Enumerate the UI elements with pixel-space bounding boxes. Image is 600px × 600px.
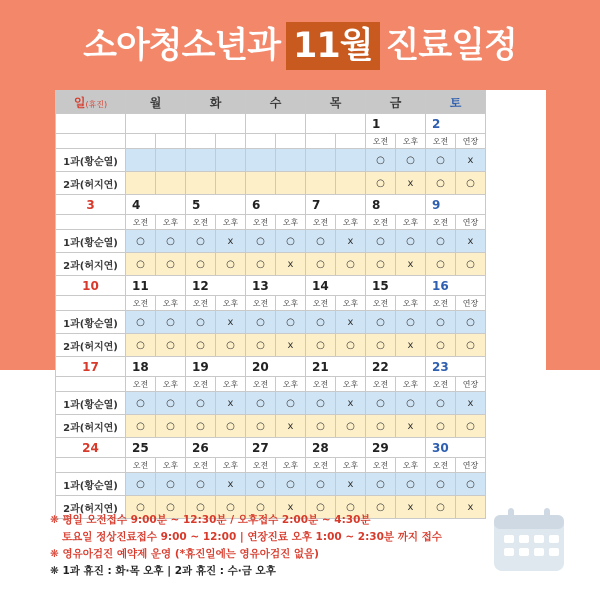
- schedule-cell: x: [396, 334, 426, 357]
- schedule-cell: ○: [426, 253, 456, 276]
- schedule-cell: ○: [246, 415, 276, 438]
- date-row: [56, 114, 546, 134]
- date-cell: 18: [126, 357, 186, 377]
- schedule-cell: ○: [426, 415, 456, 438]
- slot-label-row: [56, 458, 546, 473]
- schedule-cell: ○: [366, 230, 396, 253]
- date-cell: 27: [246, 438, 306, 458]
- department-label: 1과(황순열): [56, 230, 126, 253]
- dept-row-1: [56, 149, 546, 172]
- schedule-cell: ○: [156, 334, 186, 357]
- slot-label-spacer: [56, 134, 126, 149]
- dept-row-1: [56, 473, 546, 496]
- schedule-cell: ○: [336, 334, 366, 357]
- title-month-badge: 11월: [286, 22, 380, 70]
- weekday-header-row: [56, 91, 546, 114]
- schedule-cell: ○: [126, 311, 156, 334]
- date-row: [56, 195, 546, 215]
- schedule-cell: ○: [126, 334, 156, 357]
- schedule-cell: ○: [396, 311, 426, 334]
- schedule-cell: [276, 149, 306, 172]
- date-cell: 14: [306, 276, 366, 296]
- schedule-cell: ○: [156, 392, 186, 415]
- schedule-cell: ○: [306, 392, 336, 415]
- schedule-cell: ○: [366, 392, 396, 415]
- slot-label-spacer: [56, 296, 126, 311]
- slot-label: [186, 134, 216, 149]
- schedule-calendar: [55, 90, 546, 519]
- dept-row-2: [56, 334, 546, 357]
- date-cell: 19: [186, 357, 246, 377]
- department-label: 2과(허지연): [56, 334, 126, 357]
- header-friday: 금: [366, 91, 426, 114]
- date-row: [56, 438, 546, 458]
- schedule-cell: ○: [456, 311, 486, 334]
- schedule-cell: x: [396, 496, 426, 519]
- department-label: 1과(황순열): [56, 473, 126, 496]
- schedule-cell: ○: [246, 392, 276, 415]
- slot-label: 오후: [276, 458, 306, 473]
- date-cell: 11: [126, 276, 186, 296]
- slot-label: 오전: [426, 134, 456, 149]
- date-cell: 23: [426, 357, 486, 377]
- slot-label: [306, 134, 336, 149]
- schedule-cell: ○: [276, 230, 306, 253]
- schedule-cell: ○: [216, 496, 246, 519]
- schedule-cell: ○: [456, 415, 486, 438]
- schedule-cell: ○: [366, 311, 396, 334]
- schedule-cell: [246, 149, 276, 172]
- slot-label: 오전: [306, 458, 336, 473]
- date-cell: 9: [426, 195, 486, 215]
- note-hours: ❋ 평일 오전접수 9:00분 ~ 12:30분 / 오후접수 2:00분 ~ 4:30분: [50, 514, 371, 526]
- date-cell: 22: [366, 357, 426, 377]
- header-wednesday: 수: [246, 91, 306, 114]
- date-cell: 24: [56, 438, 126, 458]
- schedule-cell: x: [276, 415, 306, 438]
- department-label: 2과(허지연): [56, 496, 126, 519]
- slot-label: 연장: [456, 377, 486, 392]
- department-label: 2과(허지연): [56, 253, 126, 276]
- schedule-cell: ○: [186, 230, 216, 253]
- schedule-cell: ○: [126, 253, 156, 276]
- department-label: 1과(황순열): [56, 149, 126, 172]
- slot-label: 오후: [336, 377, 366, 392]
- schedule-cell: ○: [426, 311, 456, 334]
- schedule-cell: x: [216, 311, 246, 334]
- slot-label: 오전: [426, 215, 456, 230]
- schedule-cell: x: [396, 253, 426, 276]
- schedule-cell: ○: [216, 253, 246, 276]
- slot-label: 오전: [366, 377, 396, 392]
- header-sunday: 일(휴진): [56, 91, 126, 114]
- schedule-cell: ○: [246, 334, 276, 357]
- schedule-cell: x: [276, 496, 306, 519]
- schedule-cell: [306, 172, 336, 195]
- schedule-cell: [186, 172, 216, 195]
- schedule-cell: x: [456, 496, 486, 519]
- schedule-cell: [306, 149, 336, 172]
- schedule-cell: x: [456, 230, 486, 253]
- date-cell: 7: [306, 195, 366, 215]
- slot-label-row: [56, 377, 546, 392]
- slot-label: 오전: [426, 296, 456, 311]
- schedule-cell: [246, 172, 276, 195]
- date-cell: 29: [366, 438, 426, 458]
- schedule-cell: ○: [456, 253, 486, 276]
- slot-label: 오전: [246, 377, 276, 392]
- slot-label: 오후: [396, 296, 426, 311]
- schedule-cell: ○: [246, 253, 276, 276]
- date-cell: 2: [426, 114, 486, 134]
- schedule-cell: ○: [366, 496, 396, 519]
- schedule-cell: ○: [306, 496, 336, 519]
- schedule-cell: x: [396, 172, 426, 195]
- schedule-cell: [276, 172, 306, 195]
- schedule-cell: ○: [456, 172, 486, 195]
- slot-label: [246, 134, 276, 149]
- slot-label: 오후: [216, 296, 246, 311]
- slot-label: 오후: [276, 296, 306, 311]
- slot-label-row: [56, 296, 546, 311]
- schedule-cell: ○: [366, 149, 396, 172]
- schedule-cell: ○: [426, 392, 456, 415]
- department-label: 1과(황순열): [56, 392, 126, 415]
- slot-label: 오후: [336, 296, 366, 311]
- schedule-cell: x: [456, 392, 486, 415]
- schedule-cell: ○: [336, 496, 366, 519]
- schedule-cell: ○: [276, 311, 306, 334]
- date-cell: 10: [56, 276, 126, 296]
- note-closures: ❋ 1과 휴진 : 화·목 오후 | 2과 휴진 : 수·금 오후: [50, 565, 276, 577]
- schedule-cell: ○: [126, 415, 156, 438]
- date-cell: 15: [366, 276, 426, 296]
- schedule-cell: ○: [126, 473, 156, 496]
- calendar-icon: [490, 505, 570, 575]
- slot-label: 오후: [276, 377, 306, 392]
- slot-label: 연장: [456, 296, 486, 311]
- department-label: 2과(허지연): [56, 172, 126, 195]
- schedule-cell: ○: [426, 334, 456, 357]
- schedule-cell: ○: [456, 334, 486, 357]
- schedule-cell: ○: [186, 496, 216, 519]
- slot-label: 오후: [396, 377, 426, 392]
- slot-label: 오후: [336, 215, 366, 230]
- slot-label-row: [56, 215, 546, 230]
- department-label: 1과(황순열): [56, 311, 126, 334]
- slot-label: [156, 134, 186, 149]
- slot-label: 연장: [456, 458, 486, 473]
- title-dept: 소아청소년과: [83, 26, 281, 66]
- schedule-cell: ○: [156, 496, 186, 519]
- schedule-cell: ○: [426, 149, 456, 172]
- dept-row-1: [56, 230, 546, 253]
- schedule-cell: ○: [306, 473, 336, 496]
- dept-row-2: [56, 415, 546, 438]
- slot-label: 오전: [186, 458, 216, 473]
- schedule-cell: ○: [156, 230, 186, 253]
- title-schedule: 진료일정: [385, 26, 517, 66]
- slot-label-spacer: [56, 377, 126, 392]
- schedule-cell: ○: [246, 230, 276, 253]
- date-cell: 26: [186, 438, 246, 458]
- schedule-cell: ○: [366, 473, 396, 496]
- slot-label: 오후: [216, 377, 246, 392]
- date-cell: 12: [186, 276, 246, 296]
- dept-row-1: [56, 392, 546, 415]
- slot-label: 오전: [186, 215, 216, 230]
- slot-label: 오후: [156, 458, 186, 473]
- slot-label: [336, 134, 366, 149]
- slot-label: 오후: [396, 215, 426, 230]
- schedule-cell: x: [276, 334, 306, 357]
- slot-label: 오후: [156, 296, 186, 311]
- slot-label: 오후: [156, 377, 186, 392]
- date-cell: 5: [186, 195, 246, 215]
- schedule-cell: [156, 149, 186, 172]
- schedule-cell: ○: [336, 253, 366, 276]
- date-cell: [186, 114, 246, 134]
- note-saturday-hours: 토요일 정상진료접수 9:00 ~ 12:00 | 연장진료 오후 1:00 ~ 2:30분 까지 접수: [62, 531, 442, 543]
- date-cell: [126, 114, 186, 134]
- schedule-cell: ○: [156, 253, 186, 276]
- slot-label: 오전: [126, 377, 156, 392]
- schedule-cell: ○: [336, 415, 366, 438]
- schedule-cell: ○: [366, 172, 396, 195]
- slot-label: 오전: [366, 458, 396, 473]
- schedule-cell: [186, 149, 216, 172]
- dept-row-2: [56, 172, 546, 195]
- schedule-cell: ○: [126, 230, 156, 253]
- schedule-cell: ○: [426, 172, 456, 195]
- schedule-cell: ○: [186, 415, 216, 438]
- date-cell: 13: [246, 276, 306, 296]
- slot-label: [216, 134, 246, 149]
- schedule-cell: ○: [306, 253, 336, 276]
- slot-label: 오후: [216, 215, 246, 230]
- date-row: [56, 357, 546, 377]
- dept-row-1: [56, 311, 546, 334]
- note-infant-checkup: ❋ 영유아검진 예약제 운영 (*휴진일에는 영유아검진 없음): [50, 548, 319, 560]
- schedule-cell: x: [336, 473, 366, 496]
- slot-label: 오후: [156, 215, 186, 230]
- slot-label: 오전: [186, 296, 216, 311]
- schedule-cell: x: [216, 230, 246, 253]
- date-cell: 3: [56, 195, 126, 215]
- date-cell: 20: [246, 357, 306, 377]
- schedule-cell: [126, 172, 156, 195]
- schedule-cell: ○: [396, 473, 426, 496]
- date-cell: [56, 114, 126, 134]
- slot-label: 오전: [126, 296, 156, 311]
- slot-label: 오전: [246, 458, 276, 473]
- schedule-cell: ○: [396, 149, 426, 172]
- date-cell: 28: [306, 438, 366, 458]
- slot-label: 연장: [456, 134, 486, 149]
- schedule-cell: [156, 172, 186, 195]
- slot-label: 연장: [456, 215, 486, 230]
- schedule-cell: x: [216, 473, 246, 496]
- schedule-cell: ○: [186, 334, 216, 357]
- slot-label: [126, 134, 156, 149]
- slot-label: 오전: [186, 377, 216, 392]
- schedule-cell: ○: [396, 392, 426, 415]
- schedule-cell: ○: [186, 311, 216, 334]
- header-thursday: 목: [306, 91, 366, 114]
- schedule-cell: ○: [126, 496, 156, 519]
- slot-label: [276, 134, 306, 149]
- schedule-cell: ○: [126, 392, 156, 415]
- date-cell: 8: [366, 195, 426, 215]
- dept-row-2: [56, 253, 546, 276]
- schedule-cell: x: [396, 415, 426, 438]
- schedule-cell: ○: [276, 473, 306, 496]
- schedule-cell: ○: [156, 473, 186, 496]
- schedule-cell: [336, 149, 366, 172]
- schedule-cell: ○: [246, 473, 276, 496]
- slot-label: 오후: [216, 458, 246, 473]
- date-cell: 17: [56, 357, 126, 377]
- schedule-cell: ○: [246, 496, 276, 519]
- schedule-cell: ○: [246, 311, 276, 334]
- slot-label: 오전: [306, 377, 336, 392]
- date-cell: [246, 114, 306, 134]
- slot-label: 오전: [366, 134, 396, 149]
- schedule-cell: ○: [306, 334, 336, 357]
- schedule-cell: [216, 172, 246, 195]
- schedule-cell: ○: [396, 230, 426, 253]
- slot-label-spacer: [56, 458, 126, 473]
- date-cell: 16: [426, 276, 486, 296]
- schedule-cell: ○: [276, 392, 306, 415]
- schedule-cell: x: [336, 230, 366, 253]
- schedule-cell: ○: [426, 473, 456, 496]
- schedule-cell: ○: [366, 415, 396, 438]
- slot-label: 오전: [126, 458, 156, 473]
- department-label: 2과(허지연): [56, 415, 126, 438]
- schedule-cell: x: [276, 253, 306, 276]
- header-saturday: 토: [426, 91, 486, 114]
- schedule-cell: [126, 149, 156, 172]
- schedule-cell: [216, 149, 246, 172]
- header-tuesday: 화: [186, 91, 246, 114]
- schedule-cell: ○: [186, 473, 216, 496]
- date-cell: 1: [366, 114, 426, 134]
- slot-label: 오후: [276, 215, 306, 230]
- slot-label: 오전: [246, 215, 276, 230]
- schedule-cell: ○: [366, 253, 396, 276]
- slot-label: 오전: [366, 215, 396, 230]
- slot-label: 오전: [246, 296, 276, 311]
- date-cell: [306, 114, 366, 134]
- schedule-cell: x: [216, 392, 246, 415]
- schedule-cell: x: [456, 149, 486, 172]
- slot-label: 오전: [126, 215, 156, 230]
- slot-label: 오전: [426, 377, 456, 392]
- schedule-cell: ○: [426, 496, 456, 519]
- date-row: [56, 276, 546, 296]
- schedule-cell: ○: [156, 415, 186, 438]
- notes-section: [50, 512, 550, 580]
- schedule-cell: ○: [216, 415, 246, 438]
- date-cell: 30: [426, 438, 486, 458]
- slot-label-spacer: [56, 215, 126, 230]
- schedule-cell: [336, 172, 366, 195]
- slot-label: 오전: [366, 296, 396, 311]
- schedule-cell: ○: [456, 473, 486, 496]
- schedule-cell: ○: [366, 334, 396, 357]
- header-monday: 월: [126, 91, 186, 114]
- slot-label: 오후: [336, 458, 366, 473]
- slot-label: 오후: [396, 134, 426, 149]
- schedule-cell: ○: [186, 392, 216, 415]
- date-cell: 4: [126, 195, 186, 215]
- slot-label: 오전: [426, 458, 456, 473]
- schedule-cell: ○: [216, 334, 246, 357]
- schedule-cell: ○: [306, 311, 336, 334]
- page-title: [0, 20, 600, 72]
- schedule-cell: ○: [186, 253, 216, 276]
- schedule-cell: x: [336, 311, 366, 334]
- date-cell: 21: [306, 357, 366, 377]
- schedule-cell: x: [336, 392, 366, 415]
- slot-label-row: [56, 134, 546, 149]
- slot-label: 오전: [306, 296, 336, 311]
- schedule-cell: ○: [426, 230, 456, 253]
- schedule-cell: ○: [306, 230, 336, 253]
- slot-label: 오후: [396, 458, 426, 473]
- date-cell: 25: [126, 438, 186, 458]
- schedule-cell: ○: [156, 311, 186, 334]
- slot-label: 오전: [306, 215, 336, 230]
- schedule-cell: ○: [306, 415, 336, 438]
- date-cell: 6: [246, 195, 306, 215]
